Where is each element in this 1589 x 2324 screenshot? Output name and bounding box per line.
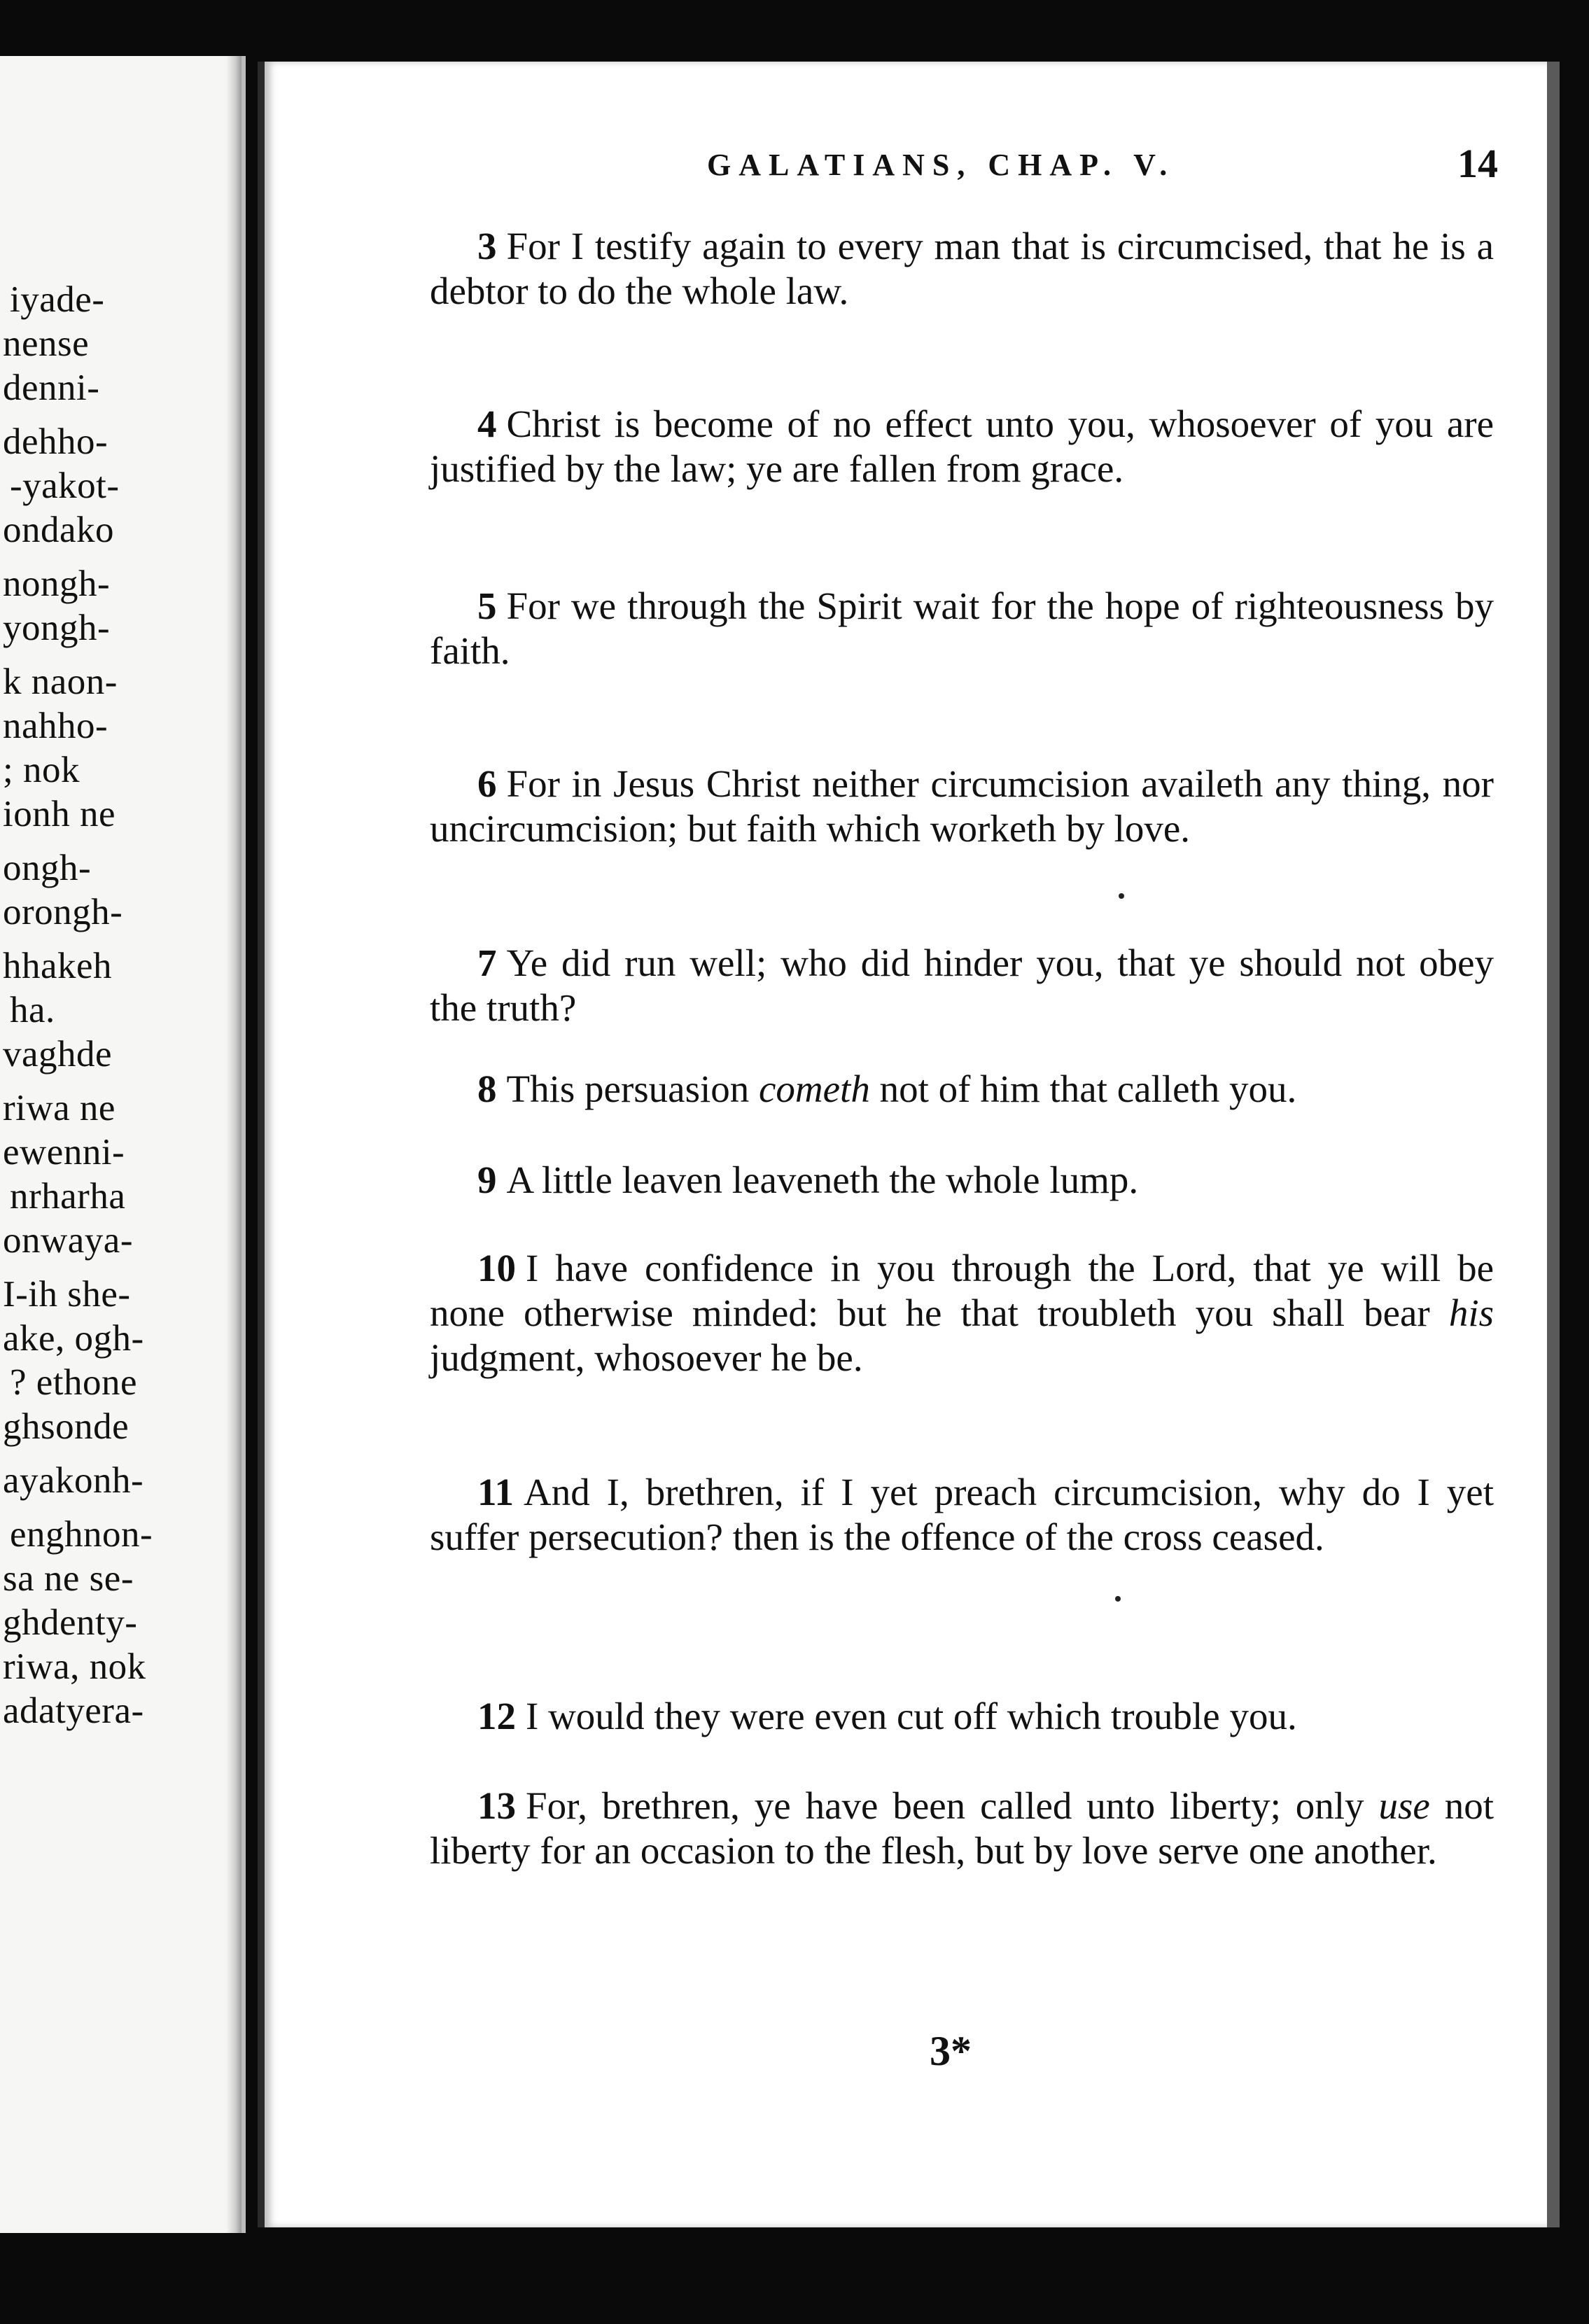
facing-page-line: enghnon- — [10, 1514, 153, 1555]
verse-text: For in Jesus Christ neither circumcision availeth any thing, nor uncircumcision; but faith which worketh by love. — [430, 762, 1494, 850]
verse-italic-word: his — [1448, 1292, 1494, 1334]
facing-page-line: vaghde — [3, 1034, 113, 1074]
verse-number: 8 — [477, 1068, 497, 1110]
verse-text: This persuasion — [506, 1068, 760, 1110]
facing-page-line: nrharha — [10, 1176, 126, 1217]
verse-13 — [430, 1784, 1494, 1873]
facing-page-line: iyade- — [10, 279, 105, 320]
facing-page-line: denni- — [3, 368, 100, 408]
facing-page-line: ongh- — [3, 848, 92, 888]
verse-8 — [430, 1067, 1494, 1112]
facing-page-line: riwa, nok — [3, 1646, 146, 1687]
facing-page-line: nense — [3, 323, 90, 364]
verse-number: 13 — [477, 1784, 516, 1827]
verse-text-continued: not of him that calleth you. — [869, 1068, 1297, 1110]
facing-page-line: adatyera- — [3, 1690, 144, 1731]
facing-page-line: yongh- — [3, 608, 111, 648]
verse-12 — [430, 1694, 1494, 1739]
facing-page-line: ghdenty- — [3, 1602, 138, 1643]
verse-text: I have confidence in you through the Lord, that ye will be none otherwise minded: but he that troubleth you shall bear — [430, 1247, 1494, 1334]
verse-6 — [430, 762, 1494, 851]
verse-italic-word: cometh — [759, 1068, 870, 1110]
verse-7 — [430, 941, 1494, 1030]
facing-page-line: ewenni- — [3, 1132, 125, 1172]
page-number: 14 — [1457, 141, 1498, 186]
facing-page — [0, 56, 246, 2233]
facing-page-line: ake, ogh- — [3, 1318, 144, 1359]
ink-speck — [1119, 893, 1124, 899]
facing-page-line: ondako — [3, 510, 115, 550]
verse-number: 4 — [477, 402, 497, 445]
verse-4 — [430, 402, 1494, 491]
verse-number: 5 — [477, 584, 497, 627]
facing-page-line: ayakonh- — [3, 1460, 144, 1501]
verse-text: A little leaven leaveneth the whole lump. — [506, 1158, 1139, 1201]
verse-number: 6 — [477, 762, 497, 805]
verse-number: 7 — [477, 941, 497, 984]
verse-3 — [430, 224, 1494, 314]
verse-9 — [430, 1158, 1494, 1203]
running-header: GALATIANS, CHAP. V. — [707, 148, 1175, 182]
verse-text: For, brethren, ye have been called unto liberty; only — [526, 1784, 1379, 1827]
facing-page-line: -yakot- — [10, 465, 120, 506]
verse-text: I would they were even cut off which trouble you. — [526, 1695, 1297, 1737]
signature-mark: 3* — [930, 2028, 972, 2074]
verse-number: 3 — [477, 225, 497, 267]
verse-text-continued: judgment, whosoever he be. — [430, 1336, 863, 1379]
verse-10 — [430, 1246, 1494, 1380]
verse-number: 11 — [477, 1471, 514, 1513]
facing-page-line: sa ne se- — [3, 1558, 134, 1599]
book-page — [258, 62, 1547, 2227]
verse-11 — [430, 1470, 1494, 1560]
verse-text: Christ is become of no effect unto you, whosoever of you are justified by the law; ye are fallen from grace. — [430, 402, 1494, 490]
facing-page-line: ha. — [10, 990, 55, 1030]
verse-text: For I testify again to every man that is circumcised, that he is a debtor to do the whole law. — [430, 225, 1494, 312]
facing-page-line: hhakeh — [3, 946, 113, 986]
verse-text: For we through the Spirit wait for the hope of righteousness by faith. — [430, 584, 1494, 672]
verse-5 — [430, 584, 1494, 673]
facing-page-line: ionh ne — [3, 794, 115, 834]
verse-number: 10 — [477, 1247, 516, 1289]
facing-page-line: onwaya- — [3, 1220, 133, 1261]
facing-page-line: k naon- — [3, 662, 118, 702]
verse-text: Ye did run well; who did hinder you, that ye should not obey the truth? — [430, 941, 1494, 1029]
verse-number: 12 — [477, 1695, 516, 1737]
facing-page-line: orongh- — [3, 892, 123, 932]
facing-page-line: I-ih she- — [3, 1274, 131, 1315]
page-edge — [1547, 62, 1560, 2227]
verse-text-continued: not liberty for an occasion to the flesh, but by love serve one another. — [430, 1784, 1494, 1872]
facing-page-line: dehho- — [3, 421, 108, 462]
verse-number: 9 — [477, 1158, 497, 1201]
facing-page-line: nongh- — [3, 564, 111, 604]
ink-speck — [1115, 1596, 1121, 1602]
page-gutter — [226, 56, 241, 2233]
facing-page-line: ? ethone — [10, 1362, 138, 1403]
facing-page-line: nahho- — [3, 706, 108, 746]
facing-page-line: ; nok — [3, 750, 80, 790]
facing-page-line: riwa ne — [3, 1088, 115, 1128]
facing-page-line: ghsonde — [3, 1406, 130, 1447]
verse-italic-word: use — [1378, 1784, 1430, 1827]
verse-text: And I, brethren, if I yet preach circumcision, why do I yet suffer persecution? then is the offence of the cross ceased. — [430, 1471, 1494, 1558]
